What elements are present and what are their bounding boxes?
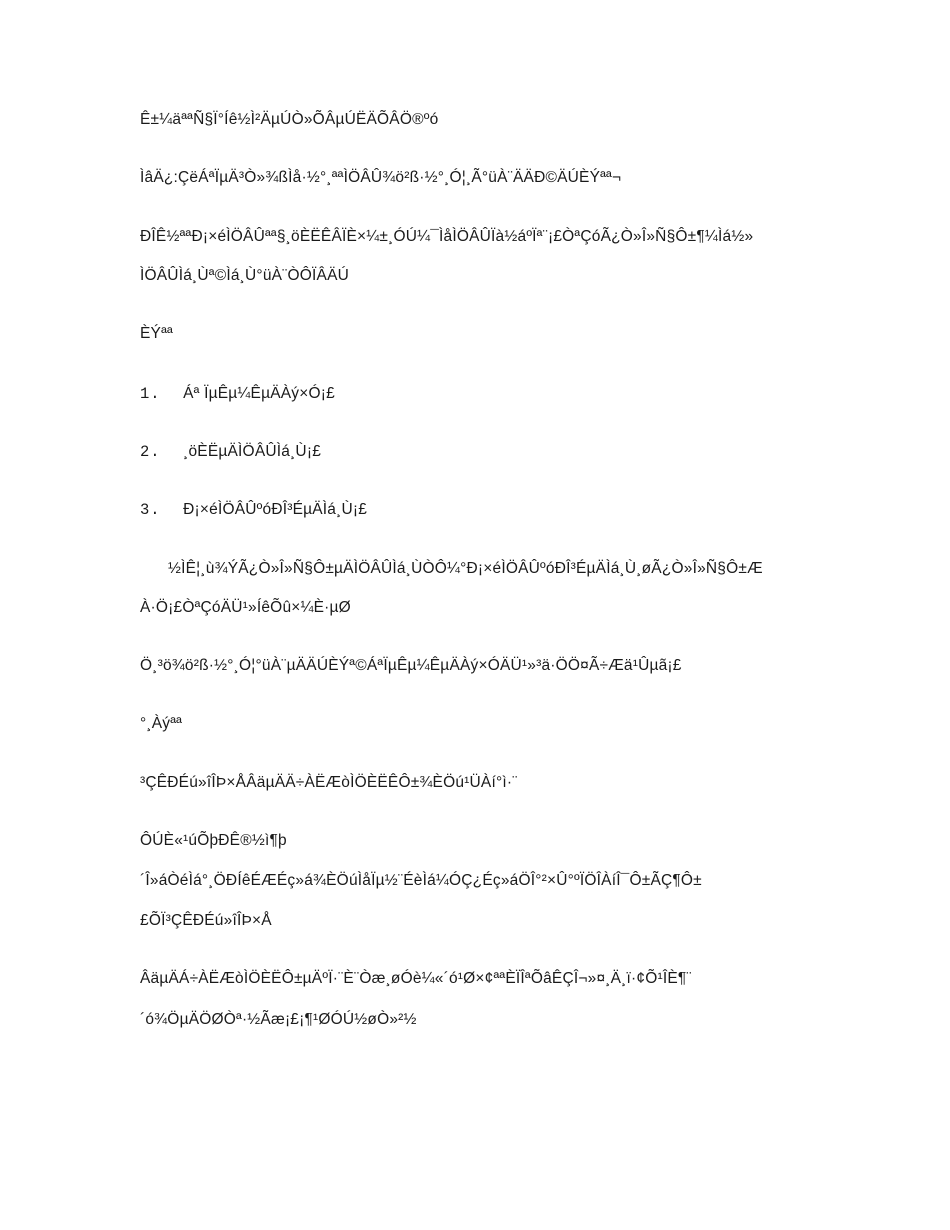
form-line-continued: ÌÖÂÛÌá¸Ùª©Ìá¸Ù°üÀ¨ÒÔÏÂÄÚ	[140, 267, 350, 284]
case-paragraph-line-1: ÔÚÈ«¹úÕþÐÊ®½ì¶þ	[140, 832, 287, 849]
item-number: 3.	[140, 501, 161, 519]
numbered-item-2	[140, 442, 321, 462]
case-paragraph-line-2: ´Î»áÒéÌá°¸ÖÐÍêÉÆÉç»á¾ÈÖúÌåÏµ½¨ÉèÌá¼ÓÇ¿Éç»áÖÎ°²×Û°ºÏÖÎÀíÎ¯Ô±ÃÇ¶Ô±	[140, 872, 702, 889]
item-number: 1.	[140, 385, 161, 403]
item-text: Áª ÏµÊµ¼ÊµÄÀý×Ó¡£	[183, 385, 335, 402]
numbered-item-1	[140, 384, 335, 404]
item-text: ¸öÈËµÄÌÖÂÛÌá¸Ù¡£	[183, 443, 322, 460]
item-number: 2.	[140, 443, 161, 461]
numbered-item-3	[140, 500, 367, 520]
case-label: °¸Àýªª	[140, 715, 183, 732]
case-title: ³ÇÊÐÉú»îÎÞ×ÅÂäµÄÄ÷ÀËÆòÌÖÈËÊÔ±¾ÈÖú¹ÜÀí°ì·¨	[140, 774, 518, 791]
case-paragraph-line-3: £ÕÏ³ÇÊÐÉú»îÎÞ×Å	[140, 912, 272, 929]
grading-paragraph: ½ÌÊ¦¸ù¾ÝÃ¿Ò»Î»Ñ§Ô±µÄÌÖÂÛÌá¸ÙÒÔ¼°Ð¡×éÌÖÂÛºóÐÎ³ÉµÄÌá¸Ù¸øÃ¿Ò»Î»Ñ§Ô±Æ	[168, 560, 763, 577]
item-text: Ð¡×éÌÖÂÛºóÐÎ³ÉµÄÌá¸Ù¡£	[183, 501, 368, 518]
heading-line: Ê±¼äªªÑ§Ï°Íê½Ì²ÄµÚÒ»ÕÂµÚËÄÕÂÖ®ºó	[140, 111, 439, 128]
case-paragraph-line-4: ÂäµÄÁ÷ÀËÆòÌÖÈËÔ±µÄºÏ·¨È¨Òæ¸øÓè¼«´ó¹Ø×¢ªªÈÏÎªÕâÊÇÎ¬»¤¸Ä¸ï·¢Õ¹ÎÈ¶¨	[140, 970, 692, 987]
form-line: ÐÎÊ½ªªÐ¡×éÌÖÂÛªª§¸öÈËÊÂÏÈ×¼±¸ÓÚ¼¯ÌåÌÖÂÛÏà½áºÏª¨¡£ÒªÇóÃ¿Ò»Î»Ñ§Ô±¶¼Ìá½»	[140, 228, 754, 245]
case-paragraph-line-5: ´ó¾ÖµÄÖØÒª·½Ãæ¡£¡¶¹ØÓÚ½øÒ»²½	[140, 1011, 417, 1028]
content-label: ÈÝªª	[140, 325, 173, 342]
topic-line: ÌâÄ¿:ÇëÁªÏµÄ³Ò»¾ßÌå·½°¸ªªÌÖÂÛ¾ö²ß·½°¸Ó¦¸Ã°üÀ¨ÄÄÐ©ÄÚÈÝªª¬	[140, 169, 622, 186]
requirement-line: Ö¸³ö¾ö²ß·½°¸Ó¦°üÀ¨µÄÄÚÈÝª©ÁªÏµÊµ¼ÊµÄÀý×ÓÄÜ¹»³ä·ÖÖ¤Ã÷Æä¹Ûµã¡£	[140, 657, 682, 674]
grading-paragraph-continued: À·Ö¡£ÒªÇóÄÜ¹»ÍêÕû×¼È·µØ	[140, 599, 351, 616]
